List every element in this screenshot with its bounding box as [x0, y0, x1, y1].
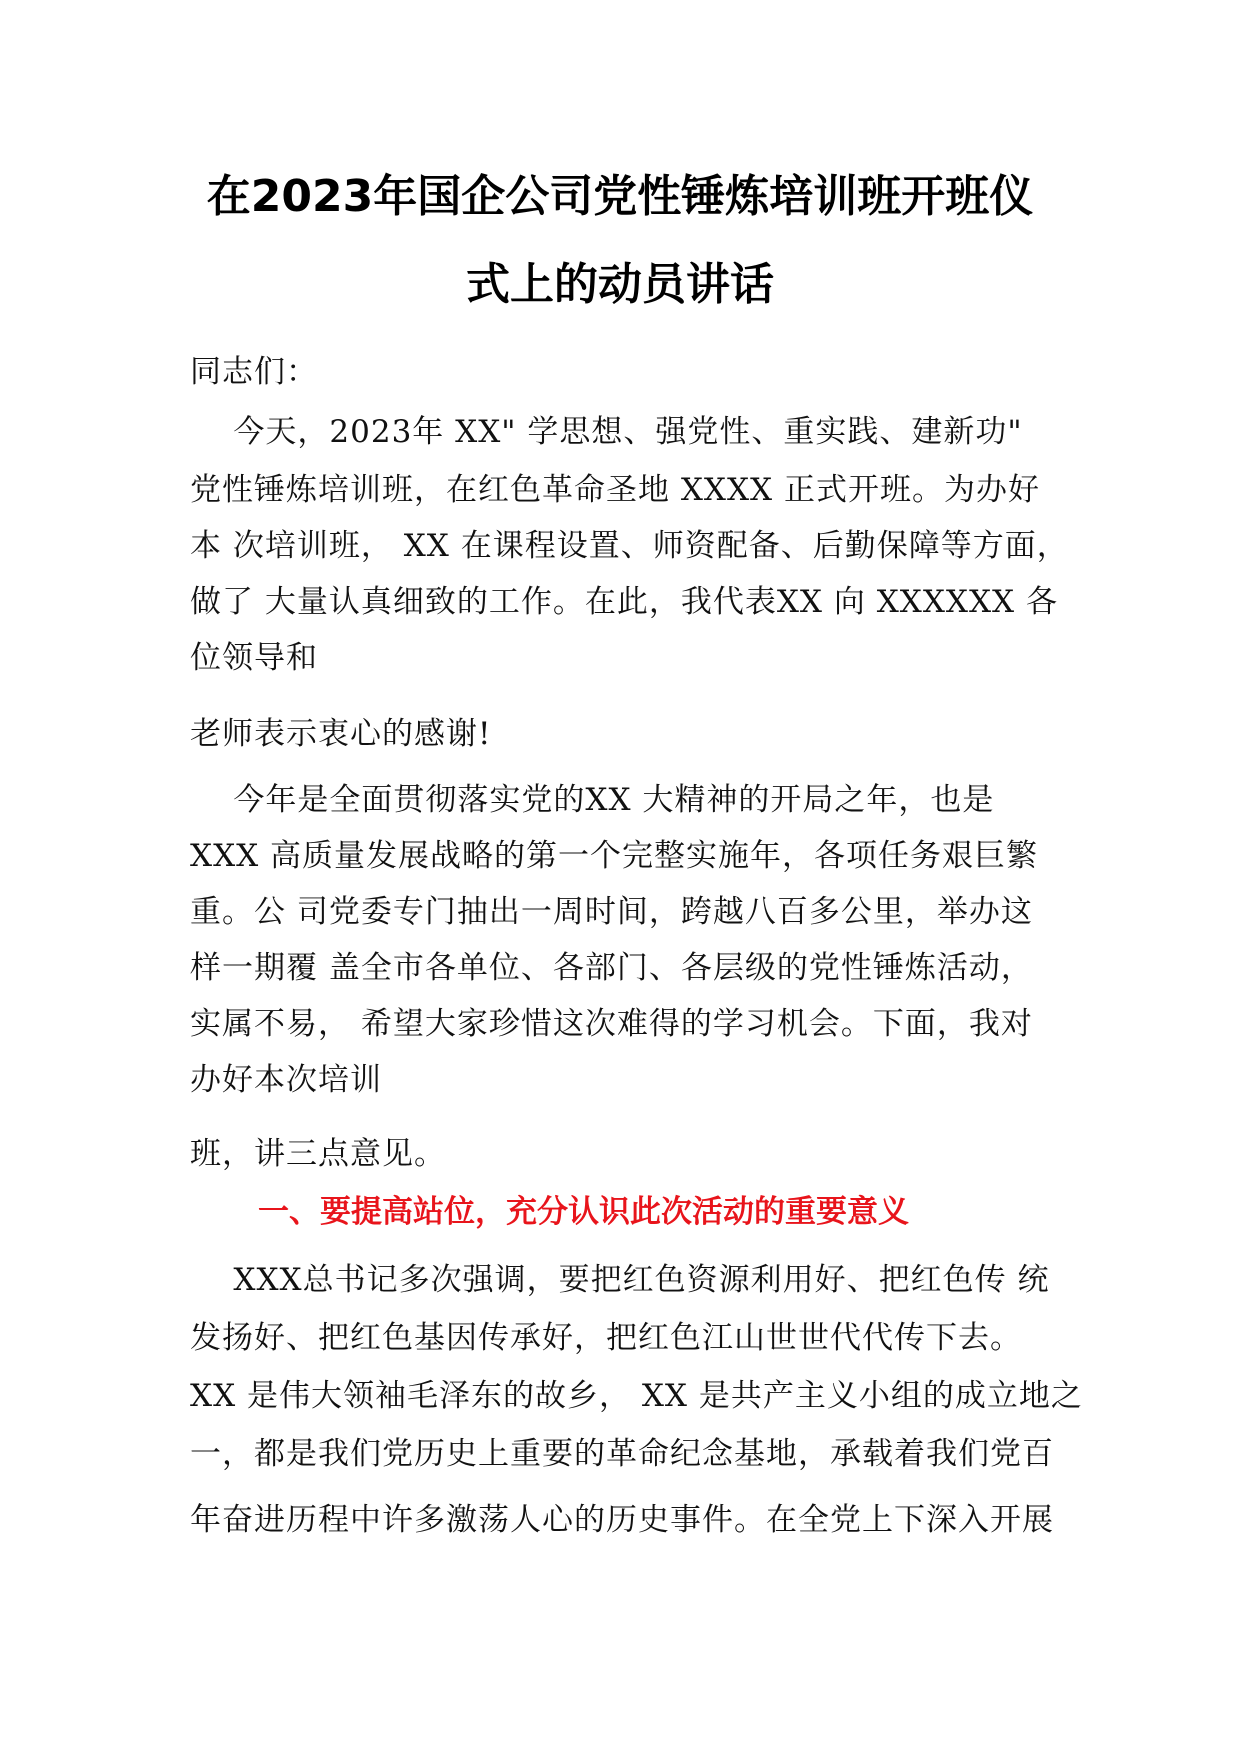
- document-title-line-2: 式上的动员讲话: [466, 259, 774, 310]
- para1-line: 今天，2023年 XX" 学思想、强党性、重实践、建新功": [190, 414, 1023, 450]
- para1-line: 做了 大量认真细致的工作。在此，我代表XX 向 XXXXXX 各: [190, 584, 1058, 620]
- para3-line: 发扬好、把红色基因传承好，把红色江山世世代代传下去。: [190, 1320, 1022, 1356]
- para3-line: XX 是伟大领袖毛泽东的故乡， XX 是共产主义小组的成立地之: [190, 1378, 1083, 1414]
- para2-line: 重。公 司党委专门抽出一周时间，跨越八百多公里，举办这: [190, 894, 1033, 930]
- para1-line: 党性锤炼培训班，在红色革命圣地 XXXX 正式开班。为办好: [190, 472, 1040, 508]
- para1-line: 老师表示衷心的感谢!: [190, 716, 492, 752]
- para3-line: 一，都是我们党历史上重要的革命纪念基地，承载着我们党百: [190, 1436, 1054, 1472]
- para1-line: 本 次培训班， XX 在课程设置、师资配备、后勤保障等方面，: [190, 528, 1069, 564]
- para2-line: 办好本次培训: [190, 1062, 382, 1098]
- section-heading-1: 一、要提高站位，充分认识此次活动的重要意义: [258, 1194, 909, 1230]
- document-title-line-1: 在2023年国企公司党性锤炼培训班开班仪: [206, 171, 1034, 222]
- para2-line: 今年是全面贯彻落实党的XX 大精神的开局之年，也是: [190, 782, 995, 818]
- para3-line: XXX总书记多次强调，要把红色资源利用好、把红色传 统: [190, 1262, 1050, 1298]
- para1-line: 位领导和: [190, 640, 318, 676]
- para2-line: 实属不易， 希望大家珍惜这次难得的学习机会。下面，我对: [190, 1006, 1033, 1042]
- para2-line: 样一期覆 盖全市各单位、各部门、各层级的党性锤炼活动，: [190, 950, 1033, 986]
- para3-line: 年奋进历程中许多激荡人心的历史事件。在全党上下深入开展: [190, 1502, 1054, 1538]
- salutation: 同志们：: [190, 354, 318, 390]
- para2-line: XXX 高质量发展战略的第一个完整实施年，各项任务艰巨繁: [190, 838, 1039, 874]
- para2-line: 班，讲三点意见。: [190, 1136, 446, 1172]
